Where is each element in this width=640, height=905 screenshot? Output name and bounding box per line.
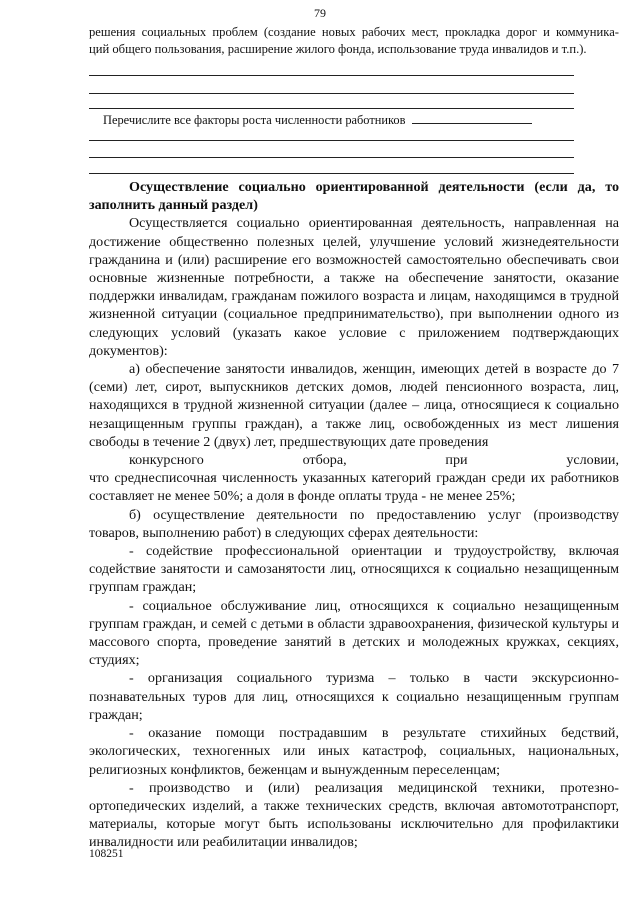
answer-blank: [412, 113, 532, 124]
list-item: - содействие профессиональной ориентации и трудоустройству, включая содействие занятости и самозанятости лиц, относящихся к социально незащищенным группам граждан;: [89, 543, 619, 596]
document-code: 108251: [89, 848, 124, 860]
intro-paragraph: Осуществляется социально ориентированная деятельность, направленная на достижение общественно полезных целей, улучшение условий жизнедеятельности гражданина и (или) расширение его возможностей самостоятельно обеспечивать свои основные жизненные потребности, а также на обеспечение занятости, оказание поддержки инвалидам, гражданам пожилого возраста и лицам, находящимся в трудной жизненной ситуации (социальное предпринимательство), при выполнении одного из следующих условий (указать какое условие с приложением подтверждающих документов):: [89, 215, 619, 359]
answer-line: [89, 173, 574, 174]
section-heading: Осуществление социально ориентированной деятельности (если да, то заполнить данный раздел): [89, 179, 619, 214]
condition-b: б) осуществление деятельности по предоставлению услуг (производству товаров, выполнению работ) в следующих сферах деятельности:: [89, 506, 619, 541]
social-activity-section: [89, 178, 619, 852]
condition-a-spaced-line: конкурсного отбора, при условии,: [129, 452, 619, 469]
list-item: - социальное обслуживание лиц, относящихся к социально незащищенным группам граждан, и семей с детьми в области здравоохранения, физической культуры и массового спорта, проведение занятий в детских и молодежных кружках, секциях, студиях;: [89, 597, 619, 669]
condition-a: [89, 360, 619, 506]
condition-a-text: а) обеспечение занятости инвалидов, женщин, имеющих детей в возрасте до 7 (семи) лет, сирот, выпускников детских домов, людей пенсионного возраста, лиц, находящихся в трудной жизненной ситуации (далее – лица, относящиеся к социально незащищенным группы граждан), а также лиц, освобожденных из мест лишения свободы в течение 2 (двух) лет, предшествующих дате проведения: [89, 361, 619, 450]
continued-text: [89, 24, 619, 58]
condition-a-text-end: что среднесписочная численность указанных категорий граждан среди их работников составляет не менее 50%; а доля в фонде оплаты труда - не менее 25%;: [89, 470, 619, 505]
page-number: 79: [314, 6, 326, 20]
answer-line: [89, 140, 574, 141]
list-item: - оказание помощи пострадавшим в результате стихийных бедствий, экологических, техногенных или иных катастроф, социальных, национальных, религиозных конфликтов, беженцам и вынужденным переселенцам;: [89, 725, 619, 778]
continued-text-line-2: ций общего пользования, расширение жилого фонда, использование труда инвалидов и т.п.).: [89, 42, 587, 56]
list-item: - производство и (или) реализация медицинской техники, протезно-ортопедических изделий, а также технических средств, включая автомототранспорт, материалы, которые могут быть использованы исключительно для профилактики инвалидности или реабилитации инвалидов;: [89, 779, 619, 851]
question-growth-factors: [103, 112, 532, 128]
list-item: - организация социального туризма – только в части экскурсионно-познавательных туров для лиц, относящихся к социально незащищенным группам граждан;: [89, 670, 619, 723]
question-label: Перечислите все факторы роста численности работников: [103, 113, 406, 127]
answer-line: [89, 75, 574, 76]
answer-line: [89, 93, 574, 94]
answer-line: [89, 108, 574, 109]
continued-text-line-1: решения социальных проблем (создание новых рабочих мест, прокладка дорог и коммуника-: [89, 25, 619, 39]
answer-line: [89, 157, 574, 158]
